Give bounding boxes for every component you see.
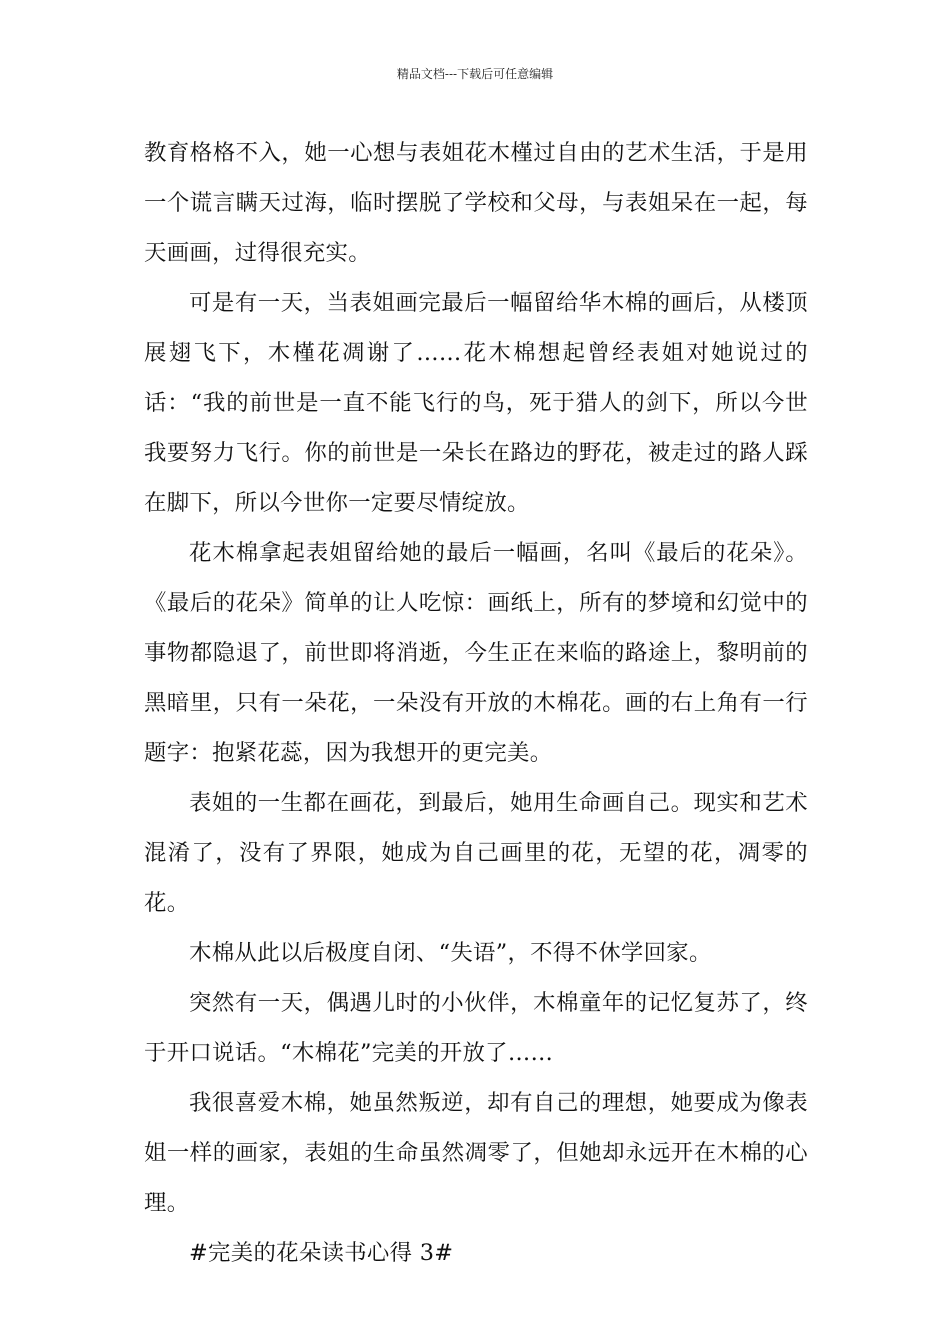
paragraph-6: 突然有一天，偶遇儿时的小伙伴，木棉童年的记忆复苏了，终于开口说话。“木棉花”完美的开放了…… xyxy=(144,990,808,1066)
paragraph-1: 教育格格不入，她一心想与表姐花木槿过自由的艺术生活，于是用一个谎言瞒天过海，临时摆脱了学校和父母，与表姐呆在一起，每天画画，过得很充实。 xyxy=(144,140,808,266)
paragraph-7: 我很喜爱木棉，她虽然叛逆，却有自己的理想，她要成为像表姐一样的画家，表姐的生命虽然凋零了，但她却永远开在木棉的心理。 xyxy=(144,1090,808,1216)
paragraph-3: 花木棉拿起表姐留给她的最后一幅画，名叫《最后的花朵》。《最后的花朵》简单的让人吃惊：画纸上，所有的梦境和幻觉中的事物都隐退了，前世即将消逝，今生正在来临的路途上，黎明前的黑暗里，只有一朵花，一朵没有开放的木棉花。画的右上角有一行题字：抱紧花蕊，因为我想开的更完美。 xyxy=(144,540,808,766)
paragraph-5: 木棉从此以后极度自闭、“失语”，不得不休学回家。 xyxy=(189,940,712,966)
page-header: 精品文档---下载后可任意编辑 xyxy=(396,67,554,81)
section-heading: #完美的花朵读书心得 3# xyxy=(189,1240,454,1266)
document-body xyxy=(144,128,808,1278)
paragraph-2: 可是有一天，当表姐画完最后一幅留给华木棉的画后，从楼顶展翅飞下，木槿花凋谢了……花木棉想起曾经表姐对她说过的话：“我的前世是一直不能飞行的鸟，死于猎人的剑下，所以今世我要努力飞行。你的前世是一朵长在路边的野花，被走过的路人踩在脚下，所以今世你一定要尽情绽放。 xyxy=(144,290,808,516)
paragraph-4: 表姐的一生都在画花，到最后，她用生命画自己。现实和艺术混淆了，没有了界限，她成为自己画里的花，无望的花，凋零的花。 xyxy=(144,790,808,916)
